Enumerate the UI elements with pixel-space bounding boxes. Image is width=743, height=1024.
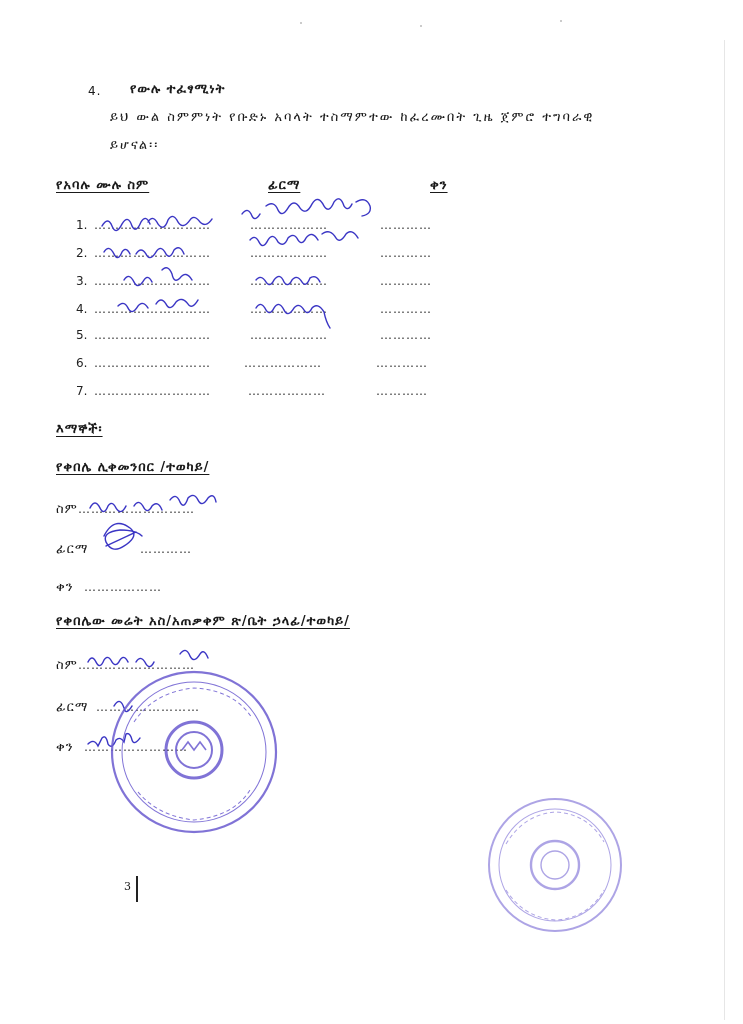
chairman-date-dots: ……………… (84, 580, 162, 594)
scan-speck (560, 20, 562, 22)
office-signature-label: ፊርማ (56, 700, 89, 715)
row-date-dots: ………… (380, 328, 432, 342)
row-name-dots: ……………………… (94, 274, 211, 288)
row-name-dots: ……………………… (94, 328, 211, 342)
kebele-chairman-heading: የቀበሌ ሊቀመንበር /ተወካይ/ (56, 460, 210, 475)
row-signature-dots: ……………… (244, 356, 322, 370)
row-signature-dots: ……………… (250, 302, 328, 316)
row-name-dots: ……………………… (94, 246, 211, 260)
row-number: 5. (76, 328, 88, 342)
section-title: የውሉ ተፈፃሚነት (130, 82, 226, 97)
row-name-dots: ……………………… (94, 356, 211, 370)
row-signature-dots: ……………… (250, 218, 328, 232)
chairman-signature-label: ፊርማ (56, 542, 89, 557)
row-date-dots: ………… (380, 246, 432, 260)
office-name-dots: ……………………… (78, 658, 195, 672)
office-signature-dots: …………………… (96, 700, 200, 714)
row-signature-dots: ……………… (250, 274, 328, 288)
witnesses-heading: እማኞች፡ (56, 422, 103, 437)
row-number: 1. (76, 218, 88, 232)
row-number: 2. (76, 246, 88, 260)
row-date-dots: ………… (380, 302, 432, 316)
chairman-name-label: ስም (56, 502, 78, 517)
office-date-dots: …………………… (84, 740, 188, 754)
chairman-signature-dots: ………… (140, 542, 192, 556)
official-seal-stamp (104, 662, 284, 842)
land-office-heading: የቀበሌው መሬት አስ/አጠቃቀም ጽ/ቤት ኃላፊ/ተወካይ/ (56, 614, 350, 629)
header-member-name: የአባሉ ሙሉ ስም (56, 178, 150, 193)
row-number: 4. (76, 302, 88, 316)
header-date: ቀን (430, 178, 448, 193)
row-signature-dots: ……………… (250, 328, 328, 342)
office-name-label: ስም (56, 658, 78, 673)
row-name-dots: ……………………… (94, 384, 211, 398)
row-number: 3. (76, 274, 88, 288)
page-number: 3 (124, 880, 131, 893)
office-date-label: ቀን (56, 740, 74, 755)
chairman-date-label: ቀን (56, 580, 74, 595)
page-edge-shadow (724, 40, 725, 1020)
section-number: 4. (88, 84, 102, 98)
page-number-marker (136, 876, 138, 902)
row-date-dots: ………… (380, 218, 432, 232)
handwritten-chairman-entries (84, 486, 234, 566)
section-body-line1: ይህ ውል ስምምነት የቡድኑ አባላት ተስማምተው ከፈረሙበት ጊዜ ጀምሮ ተግባራዊ (110, 110, 595, 125)
row-signature-dots: ……………… (248, 384, 326, 398)
secondary-seal-stamp (484, 794, 626, 936)
row-date-dots: ………… (376, 356, 428, 370)
row-date-dots: ………… (376, 384, 428, 398)
row-number: 7. (76, 384, 88, 398)
row-number: 6. (76, 356, 88, 370)
handwritten-member-entries (100, 196, 400, 336)
row-date-dots: ………… (380, 274, 432, 288)
row-signature-dots: ……………… (250, 246, 328, 260)
chairman-name-dots: ……………………… (78, 502, 195, 516)
row-name-dots: ……………………… (94, 302, 211, 316)
scan-speck (300, 22, 302, 24)
scan-speck (420, 25, 422, 27)
section-body-line2: ይሆናል፡፡ (110, 138, 160, 153)
row-name-dots: ……………………… (94, 218, 211, 232)
header-signature: ፊርማ (268, 178, 301, 193)
